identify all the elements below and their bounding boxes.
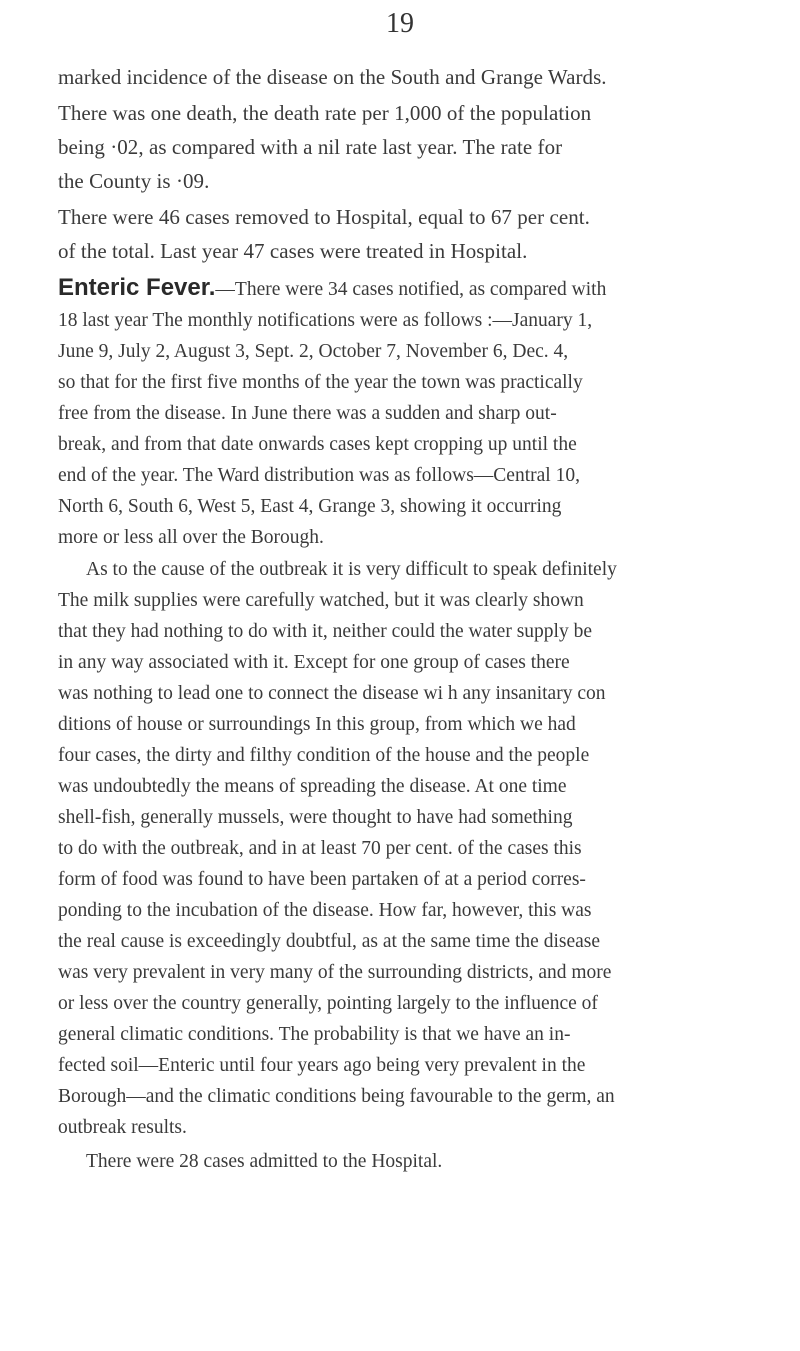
text-line: Borough—and the climatic conditions being favourable to the germ, an bbox=[58, 1086, 615, 1107]
heading-continuation: —There were 34 cases notified, as compared with bbox=[215, 279, 607, 300]
text-line: end of the year. The Ward distribution was as follows—Central 10, bbox=[58, 465, 580, 486]
text-line: was undoubtedly the means of spreading the disease. At one time bbox=[58, 776, 567, 797]
text-line: shell-fish, generally mussels, were thought to have had something bbox=[58, 807, 573, 828]
text-line: to do with the outbreak, and in at least 70 per cent. of the cases this bbox=[58, 838, 582, 859]
text-line: form of food was found to have been partaken of at a period corres- bbox=[58, 869, 586, 890]
text-line: free from the disease. In June there was a sudden and sharp out- bbox=[58, 403, 557, 424]
text-line: marked incidence of the disease on the South and Grange Wards. bbox=[58, 65, 607, 89]
paragraph-6 bbox=[58, 1146, 748, 1177]
text-line: in any way associated with it. Except for one group of cases there bbox=[58, 652, 570, 673]
text-line: or less over the country generally, pointing largely to the influence of bbox=[58, 993, 598, 1014]
text-line: As to the cause of the outbreak it is very difficult to speak definitely bbox=[86, 559, 617, 580]
paragraph-5 bbox=[58, 554, 748, 1143]
text-line: more or less all over the Borough. bbox=[58, 527, 324, 548]
text-line: ponding to the incubation of the disease. How far, however, this was bbox=[58, 900, 592, 921]
text-line: The milk supplies were carefully watched, but it was clearly shown bbox=[58, 590, 584, 611]
text-line: outbreak results. bbox=[58, 1117, 187, 1138]
text-line: break, and from that date onwards cases kept cropping up until the bbox=[58, 434, 577, 455]
text-line: June 9, July 2, August 3, Sept. 2, October 7, November 6, Dec. 4, bbox=[58, 341, 569, 362]
text-line: being ·02, as compared with a nil rate last year. The rate for bbox=[58, 135, 563, 159]
paragraph-1 bbox=[58, 60, 748, 94]
text-line: 18 last year The monthly notifications were as follows :—January 1, bbox=[58, 310, 593, 331]
text-line: the real cause is exceedingly doubtful, as at the same time the disease bbox=[58, 931, 601, 952]
paragraph-2 bbox=[58, 96, 748, 198]
text-line bbox=[58, 272, 748, 305]
text-line: four cases, the dirty and filthy condition of the house and the people bbox=[58, 745, 590, 766]
text-line: fected soil—Enteric until four years ago being very prevalent in the bbox=[58, 1055, 586, 1076]
text-line: so that for the first five months of the year the town was practically bbox=[58, 372, 583, 393]
paragraph-3 bbox=[58, 200, 748, 268]
text-line: North 6, South 6, West 5, East 4, Grange 3, showing it occurring bbox=[58, 496, 562, 517]
text-line: general climatic conditions. The probability is that we have an in- bbox=[58, 1024, 571, 1045]
text-line: ditions of house or surroundings In this group, from which we had bbox=[58, 714, 576, 735]
text-line: the County is ·09. bbox=[58, 169, 210, 193]
paragraph-enteric-fever bbox=[58, 272, 748, 553]
text-line: of the total. Last year 47 cases were treated in Hospital. bbox=[58, 239, 528, 263]
page-number: 19 bbox=[386, 8, 414, 39]
text-line: There were 28 cases admitted to the Hospital. bbox=[86, 1151, 443, 1172]
text-line: that they had nothing to do with it, neither could the water supply be bbox=[58, 621, 592, 642]
text-line: There was one death, the death rate per 1,000 of the population bbox=[58, 101, 592, 125]
section-heading: Enteric Fever. bbox=[58, 274, 216, 301]
text-line: was nothing to lead one to connect the disease wi h any insanitary con bbox=[58, 683, 606, 704]
text-line: was very prevalent in very many of the surrounding districts, and more bbox=[58, 962, 612, 983]
text-line: There were 46 cases removed to Hospital, equal to 67 per cent. bbox=[58, 205, 590, 229]
